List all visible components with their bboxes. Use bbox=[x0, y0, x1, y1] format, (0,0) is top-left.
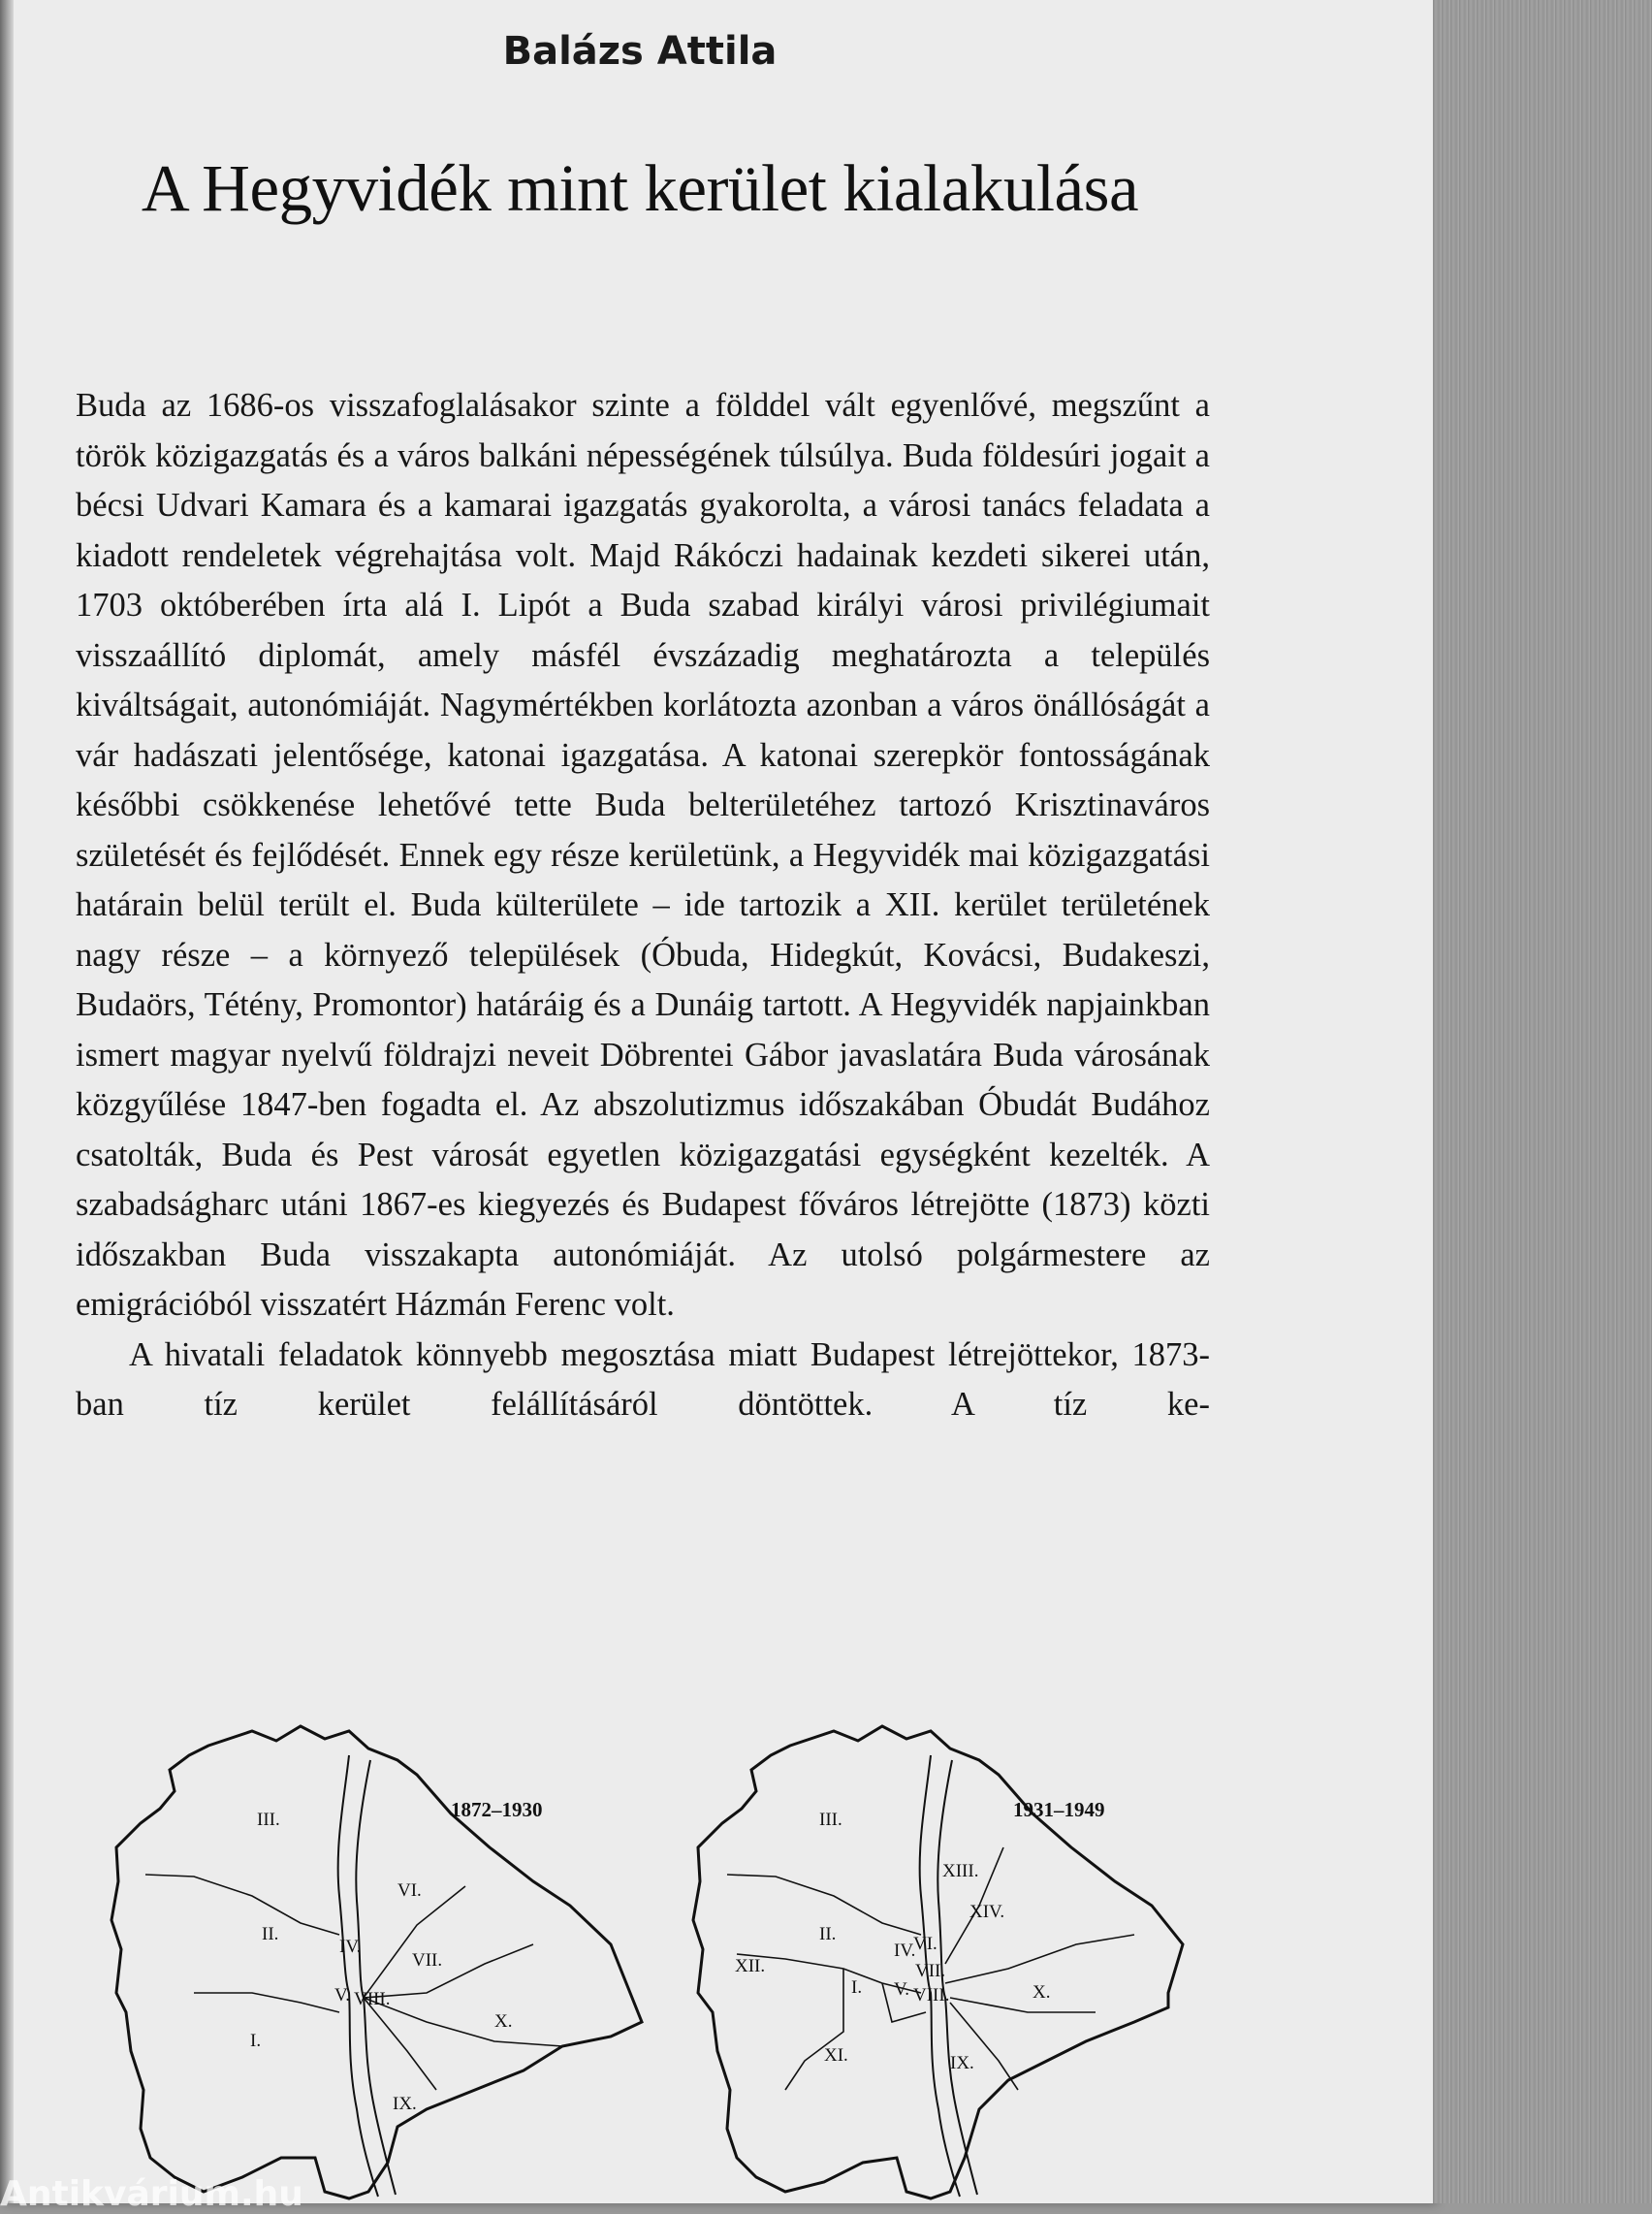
district-label: III. bbox=[819, 1810, 842, 1830]
district-label: I. bbox=[250, 2031, 262, 2051]
district-border bbox=[945, 1935, 1134, 1983]
page-gutter bbox=[0, 0, 14, 2203]
map-period-left: 1872–1930 bbox=[451, 1798, 543, 1821]
district-label: XIII. bbox=[942, 1861, 979, 1881]
district-label: VI. bbox=[913, 1934, 937, 1954]
district-label: X. bbox=[1032, 1982, 1051, 2003]
district-label: XI. bbox=[824, 2045, 848, 2066]
author-name: Balázs Attila bbox=[502, 29, 778, 74]
district-label: VI. bbox=[397, 1880, 422, 1901]
district-border bbox=[950, 2003, 1018, 2090]
map-period-right: 1931–1949 bbox=[1013, 1798, 1105, 1821]
district-label: II. bbox=[262, 1924, 279, 1944]
district-label: VIII. bbox=[354, 1989, 391, 2009]
watermark: Antikvárium.hu bbox=[0, 2174, 303, 2214]
danube-river-bank bbox=[356, 1760, 396, 2195]
district-label: V. bbox=[334, 1985, 351, 2005]
district-label: IV. bbox=[339, 1937, 362, 1957]
district-border bbox=[145, 1875, 339, 1935]
district-label: X. bbox=[494, 2011, 513, 2032]
district-label: VII. bbox=[915, 1961, 946, 1981]
district-label: VIII. bbox=[913, 1985, 950, 2005]
district-label: V. bbox=[894, 1979, 910, 2000]
danube-river bbox=[338, 1755, 378, 2197]
paragraph: Buda az 1686-os visszafoglalásakor szinte a földdel vált egyenlővé, megszűnt a török közigazgatás és a város balkáni népességének túlsúlya. Buda földesúri jogait a bécsi Udvari Kamara és a kamarai igazgatás gyakorolta, a városi tanács feladata a kiadott rendeletek végrehajtása volt. Majd Rákóczi hadainak kezdeti sikerei után, 1703 októberében írta alá I. Lipót a Buda szabad királyi városi privilégiumait visszaállító diplomát, amely másfél évszázadig meghatározta a település kiváltságait, autonómiáját. Nagymértékben korlátozta azonban a város önállóságát a vár hadászati jelentősége, katonai igazgatása. A katonai szerepkör fontosságának későbbi csökkenése lehetővé tette Buda belterületéhez tartozó Krisztinaváros születését és fejlődését. Ennek egy része kerületünk, a Hegyvidék mai közigazgatási határain belül terült el. Buda külterülete – ide tartozik a XII. kerület területének nagy része – a környező települések (Óbuda, Hidegkút, Kovácsi, Budakeszi, Budaörs, Tétény, Promontor) határáig és a Dunáig tartott. A Hegyvidék napjainkban ismert magyar nyelvű földrajzi neveit Döbrentei Gábor javaslatára Buda városának közgyűlése 1847-ben fogadta el. Az abszolutizmus időszakában Óbudát Budához csatolták, Buda és Pest városát egyetlen közigazgatási egységként kezelték. A szabadságharc utáni 1867-es kiegyezés és Budapest főváros létrejötte (1873) közti időszakban Buda visszakapta autonómiáját. Az utolsó polgármestere az emigrációból visszatért Házmán Ferenc volt. bbox=[76, 387, 1210, 1323]
district-label: IV. bbox=[894, 1941, 916, 1961]
district-label: I. bbox=[851, 1977, 863, 1998]
district-label: IX. bbox=[393, 2094, 417, 2114]
district-border bbox=[364, 1998, 562, 2046]
district-maps bbox=[107, 1702, 1212, 2203]
district-border bbox=[194, 1993, 339, 2012]
body-text bbox=[76, 381, 1210, 1430]
district-label: XIV. bbox=[969, 1902, 1005, 1922]
district-label: III. bbox=[257, 1810, 280, 1830]
chapter-title: A Hegyvidék mint kerület kialakulása bbox=[141, 151, 1139, 225]
district-border bbox=[950, 1998, 1096, 2012]
district-border bbox=[785, 1969, 843, 2090]
district-label: VII. bbox=[412, 1950, 443, 1971]
map-outline bbox=[111, 1726, 642, 2198]
district-label: II. bbox=[819, 1924, 837, 1944]
district-label: XII. bbox=[735, 1956, 766, 1976]
map-1872-1930 bbox=[111, 1726, 642, 2198]
background-surface bbox=[1433, 0, 1652, 2203]
district-label: IX. bbox=[950, 2053, 974, 2073]
paragraph: A hivatali feladatok könnyebb megosztása miatt Budapest létrejöttekor, 1873-ban tíz kerület felállításáról döntöttek. A tíz ke- bbox=[76, 1335, 1210, 1423]
